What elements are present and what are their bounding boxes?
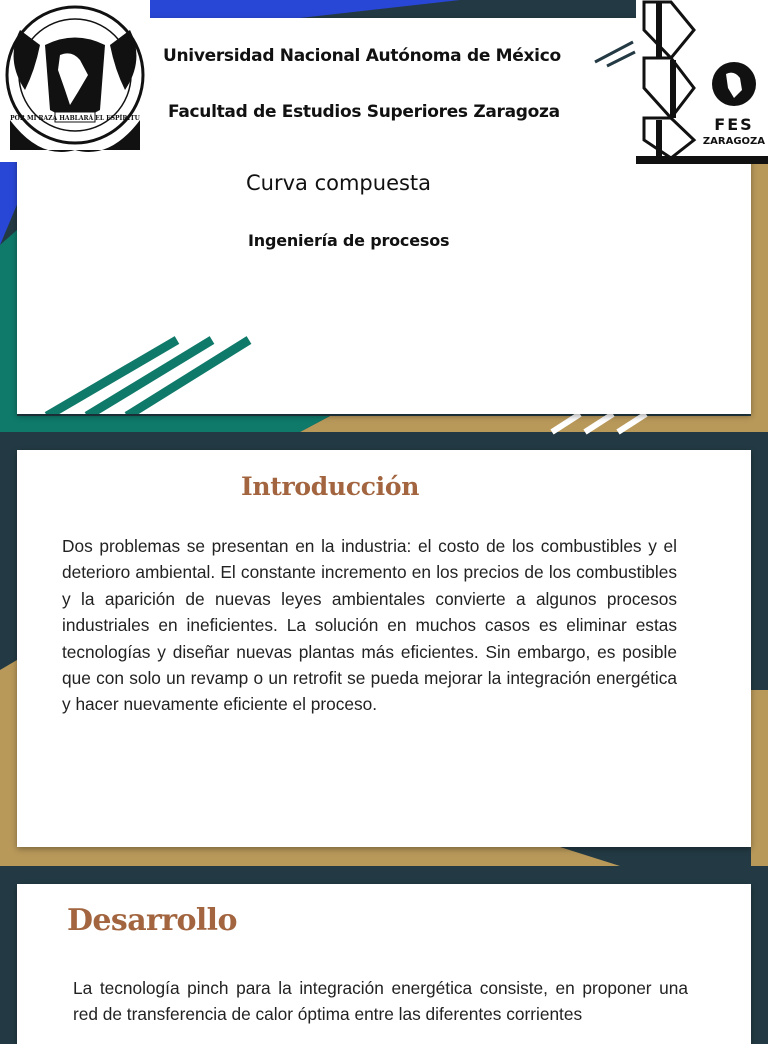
document-subtitle: Ingeniería de procesos [248,231,450,250]
development-paragraph: La tecnología pinch para la integración energética consiste, en proponer una red de transferencia de calor óptima entre las diferentes corrientes [73,978,688,1025]
document-title: Curva compuesta [246,171,432,195]
university-name: Universidad Nacional Autónoma de México [163,46,561,66]
unam-motto: POR MI RAZA HABLARÁ EL ESPÍRITU [10,115,140,122]
faculty-name: Facultad de Estudios Superiores Zaragoza [168,102,560,122]
unam-seal-icon [0,0,150,162]
introduction-heading: Introducción [241,472,420,501]
zaragoza-text: ZARAGOZA [702,136,766,147]
development-heading: Desarrollo [67,903,237,938]
fes-text: FES [714,115,754,134]
fes-zaragoza-logo-icon [636,0,768,164]
introduction-paragraph: Dos problemas se presentan en la industria: el costo de los combustibles y el deterioro ambiental. El constante incremento en los precios de los combustibles y la aparición de nuevas leyes ambientales convierte a algunos procesos industriales en ineficientes. La solución en muchos casos es eliminar estas tecnologías y diseñar nuevas plantas más eficientes. Sin embargo, es posible que con solo un revamp o un retrofit se pueda mejorar la integración energética y hacer nuevamente eficiente el proceso. [62,536,677,715]
